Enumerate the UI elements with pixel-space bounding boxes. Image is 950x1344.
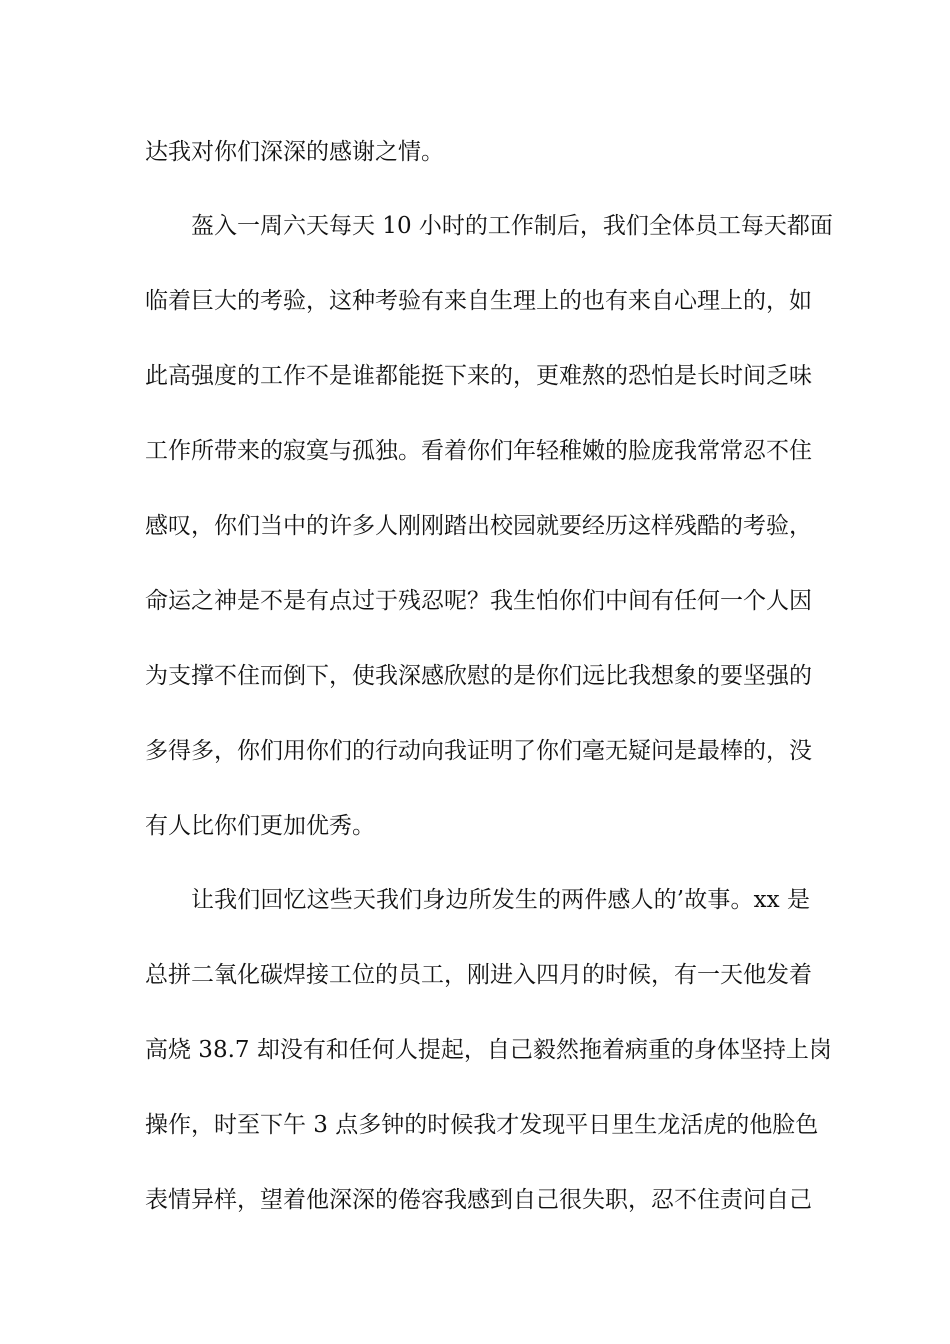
text-line: 工作所带来的寂寞与孤独。看着你们年轻稚嫩的脸庞我常常忍不住 — [145, 438, 812, 464]
text-line: 高烧 38.7 却没有和任何人提起，自己毅然拖着病重的身体坚持上岗 — [145, 1037, 832, 1063]
text-line: 多得多，你们用你们的行动向我证明了你们毫无疑问是最棒的，没 — [145, 738, 812, 764]
text-line: 命运之神是不是有点过于残忍呢？我生怕你们中间有任何一个人因 — [145, 588, 812, 614]
paragraph-start-line: 让我们回忆这些天我们身边所发生的两件感人的’故事。xx 是 — [191, 887, 810, 913]
text-line: 操作，时至下午 3 点多钟的时候我才发现平日里生龙活虎的他脸色 — [145, 1112, 819, 1138]
text-line: 此高强度的工作不是谁都能挺下来的，更难熬的恐怕是长时间乏味 — [145, 363, 812, 389]
text-line: 有人比你们更加优秀。 — [145, 813, 375, 839]
text-line: 为支撑不住而倒下，使我深感欣慰的是你们远比我想象的要坚强的 — [145, 663, 812, 689]
text-line: 临着巨大的考验，这种考验有来自生理上的也有来自心理上的，如 — [145, 288, 812, 314]
text-line: 感叹，你们当中的许多人刚刚踏出校园就要经历这样残酷的考验， — [145, 513, 812, 539]
paragraph-start-line: 盔入一周六天每天 10 小时的工作制后，我们全体员工每天都面 — [191, 213, 833, 239]
text-line: 表情异样，望着他深深的倦容我感到自己很失职，忍不住责问自己 — [145, 1187, 812, 1213]
text-line: 总拼二氧化碳焊接工位的员工，刚进入四月的时候，有一天他发着 — [145, 962, 812, 988]
text-line: 达我对你们深深的感谢之情。 — [145, 139, 444, 165]
